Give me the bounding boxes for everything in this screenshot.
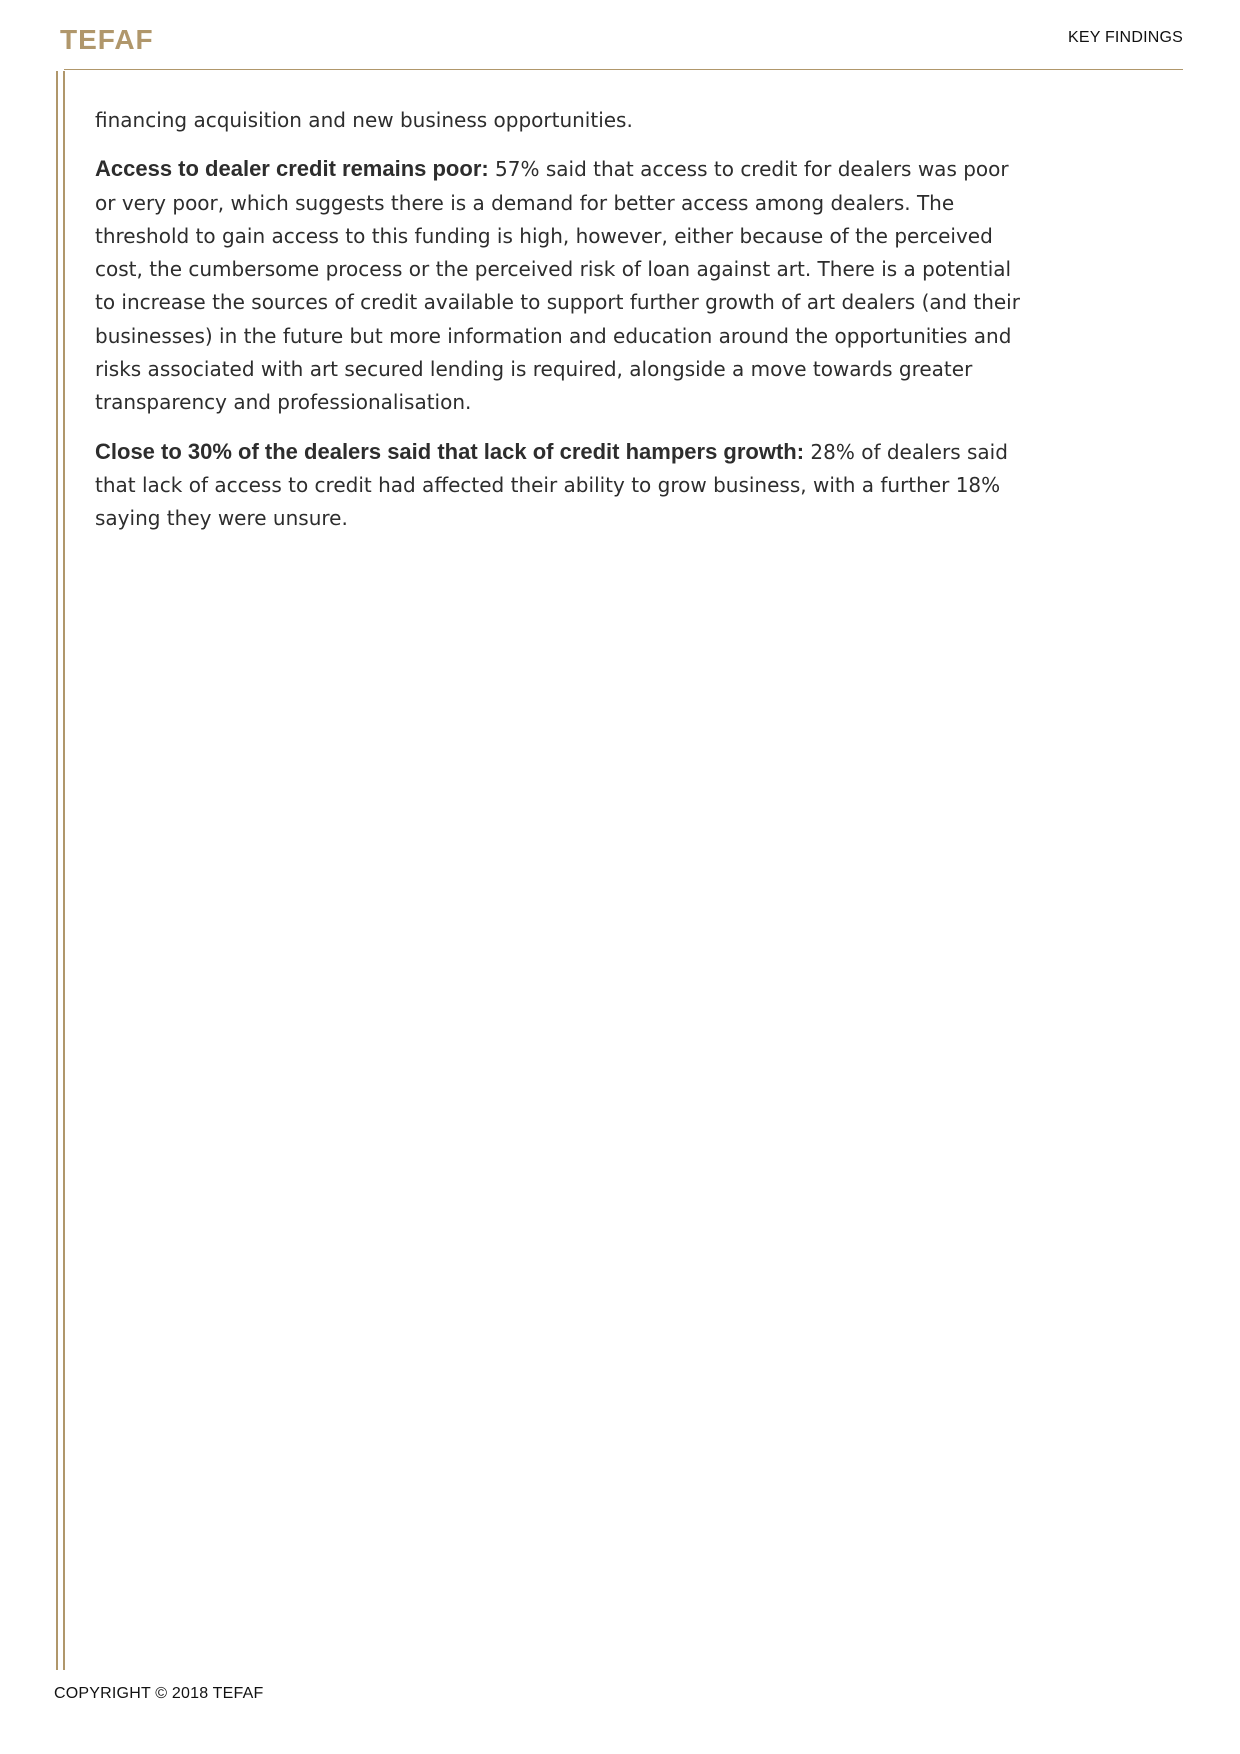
page-body bbox=[95, 104, 1025, 551]
left-margin-rule-inner bbox=[63, 71, 65, 1670]
left-margin-rule-outer bbox=[56, 71, 58, 1670]
paragraph-lead-credit-growth: Close to 30% of the dealers said that lack of credit hampers growth: bbox=[95, 438, 805, 464]
section-label: KEY FINDINGS bbox=[1067, 29, 1183, 46]
paragraph-credit-growth bbox=[95, 435, 1025, 536]
tefaf-logo: TEFAF bbox=[60, 24, 154, 55]
paragraph-lead-dealer-credit: Access to dealer credit remains poor: bbox=[95, 156, 489, 182]
paragraph-continuation: financing acquisition and new business opportunities. bbox=[95, 108, 633, 132]
copyright-footer: COPYRIGHT © 2018 TEFAF bbox=[54, 1685, 264, 1702]
header-divider bbox=[64, 69, 1183, 70]
paragraph-text-dealer-credit: 57% said that access to credit for dealers was poor or very poor, which suggests there is a demand for better access among dealers. The threshold to gain access to this funding is high, however, either because of the perceived cost, the cumbersome process or the perceived risk of loan against art. There is a potential to increase the sources of credit available to support further growth of art dealers (and their businesses) in the future but more information and education around the opportunities and risks associated with art secured lending is required, alongside a move towards greater transparency and professionalisation. bbox=[95, 157, 1020, 415]
paragraph-dealer-credit bbox=[95, 152, 1025, 419]
paragraph-text-credit-growth: 28% of dealers said that lack of access to credit had affected their ability to grow business, with a further 18% saying they were unsure. bbox=[95, 439, 1008, 531]
